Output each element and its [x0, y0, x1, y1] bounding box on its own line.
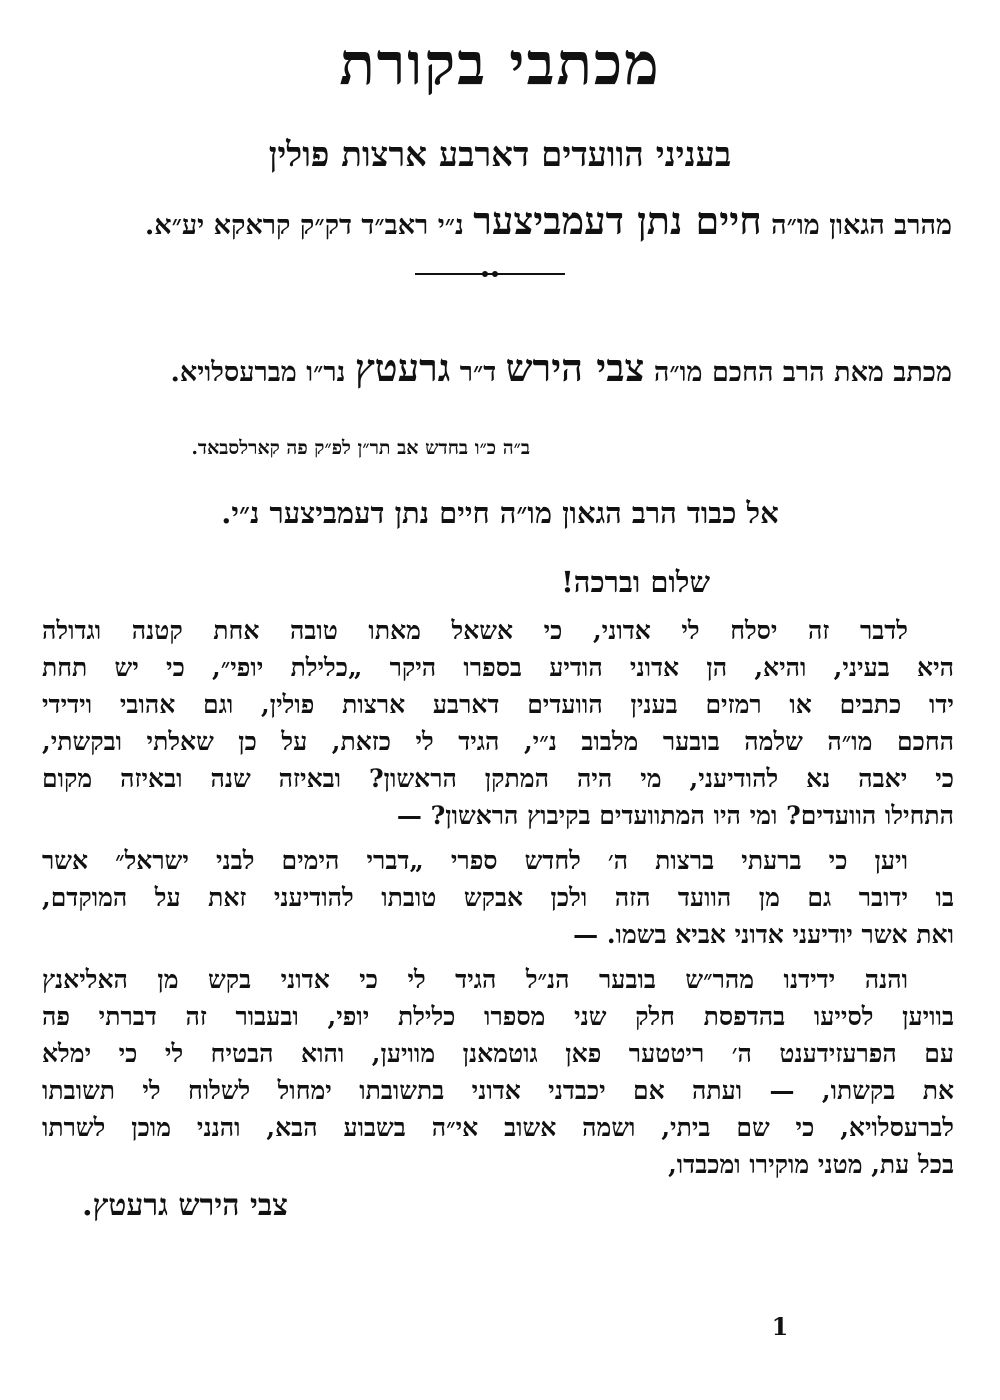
letter-body — [42, 612, 954, 1183]
body-line: היא בעיני, והיא, הן אדוני הודיע בספרו היקר „כלילת יופי״, כי יש תחת — [42, 653, 954, 682]
greeting: שלום וברכה! — [561, 565, 710, 599]
addressee-line: אל כבוד הרב הגאון מו״ה חיים נתן דעמביצער נ״י. — [221, 496, 779, 530]
signature: צבי הירש גרעטץ. — [82, 1188, 288, 1223]
sender-last-name: גרעטץ — [354, 345, 451, 390]
body-line: התחילו הוועדים? ומי היו המתוועדים בקיבוץ הראשון? — — [396, 801, 954, 830]
body-line: לברעסלויא, כי שם ביתי, ושמה אשוב אי״ה בשבוע הבא, והנני מוכן לשרתו — [42, 1113, 954, 1142]
body-line: לדבר זה יסלח לי אדוני, כי אשאל מאתו טובה אחת קטנה וגדולה — [42, 616, 908, 645]
author-line — [42, 198, 952, 244]
page-title: מכתבי בקורת — [339, 30, 661, 98]
body-line: ידו כתבים או רמזים בענין הוועדים דארבע ארצות פולין, וגם אהובי וידידי — [42, 690, 954, 719]
body-line: החכם מו״ה שלמה בובער מלבוב נ״י, הגיד לי כזאת, על כן שאלתי ובקשתי, — [42, 727, 954, 756]
author-name: חיים נתן דעמביצער — [473, 198, 762, 243]
body-line: ויען כי ברעתי ברצות ה׳ לחדש ספרי „דברי הימים לבני ישראל״ אשר — [42, 846, 908, 875]
ornamental-divider — [415, 268, 565, 280]
body-line: כי יאבה נא להודיעני, מי היה המתקן הראשון? ובאיזה שנה ובאיזה מקום — [42, 764, 954, 793]
body-line: את בקשתו, — ועתה אם יכבדני אדוני בתשובתו ימחול לשלוח לי תשובתו — [42, 1076, 954, 1105]
body-line: בו ידובר גם מן הוועד הזה ולכן אבקש טובתו להודיעני זאת על המוקדם, — [42, 883, 954, 912]
letter-from-suffix: נר״ו מברעסלויא. — [170, 357, 346, 388]
body-line: עם הפרעזידענט ה׳ ריטטער פאן גוטמאנן מוויען, והוא הבטיח לי כי ימלא — [42, 1039, 954, 1068]
body-line: והנה ידידנו מהר״ש בובער הנ״ל הגיד לי כי אדוני בקש מן האליאנץ — [42, 965, 908, 994]
sender-title: ד״ר — [459, 357, 497, 388]
page-subtitle: בעניני הוועדים דארבע ארצות פולין — [268, 135, 732, 175]
letter-from-prefix: מכתב מאת הרב החכם מו״ה — [653, 357, 952, 388]
letter-from-line — [42, 345, 952, 391]
body-line: ואת אשר יודיעני אדוני אביא בשמו. — — [573, 920, 954, 949]
page-number: 1 — [771, 1312, 789, 1341]
body-line: בכל עת, מטני מוקירו ומכבדו, — [668, 1150, 954, 1179]
sender-first-name: צבי הירש — [505, 345, 645, 390]
date-line: ב״ה כ״ו בחדש אב תר״ן לפ״ק פה קארלסבאד. — [191, 437, 530, 459]
author-suffix: נ״י ראב״ד דק״ק קראקא יע״א. — [144, 210, 464, 241]
author-prefix: מהרב הגאון מו״ה — [771, 210, 952, 241]
body-line: בוויען לסייעו בהדפסת חלק שני מספרו כלילת יופי, ובעבור זה דברתי פה — [42, 1002, 954, 1031]
